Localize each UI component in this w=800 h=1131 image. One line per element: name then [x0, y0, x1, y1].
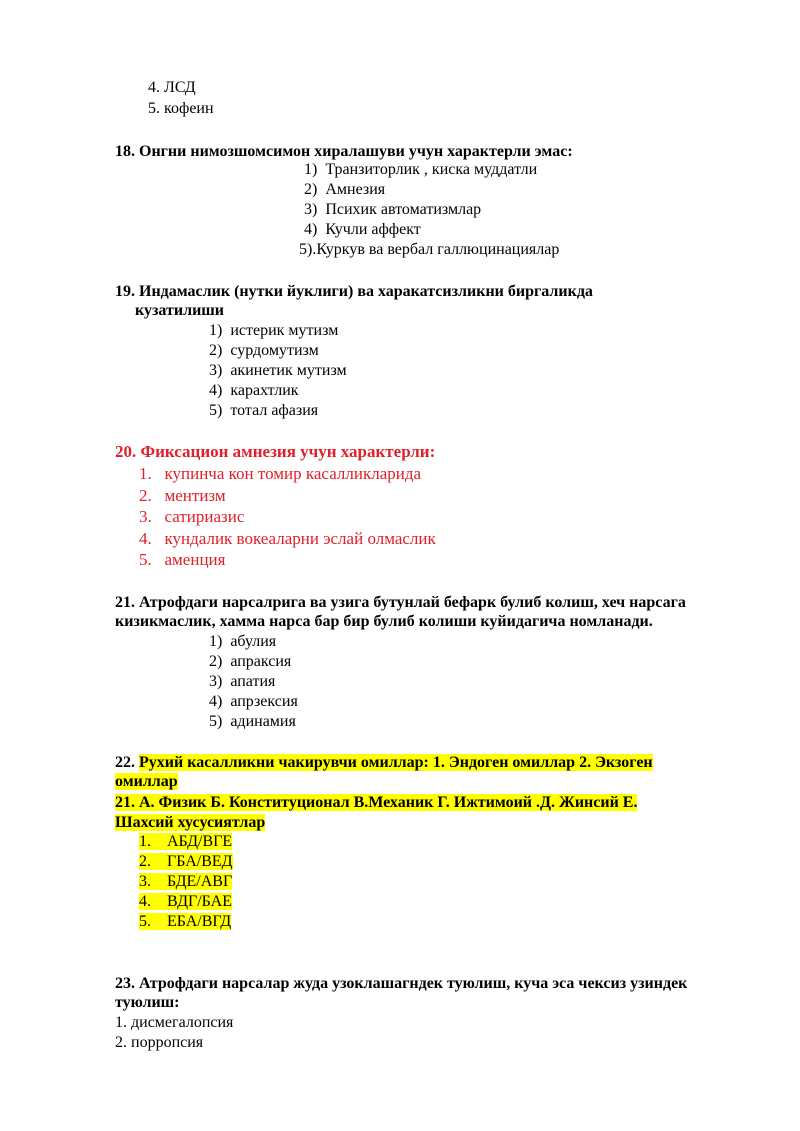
option-text: купинча кон томир касалликларида	[164, 464, 422, 483]
option-item	[304, 160, 537, 180]
option-item: 2. порропсия	[115, 1034, 204, 1051]
option-number: 4)	[209, 693, 223, 710]
option-text: аменция	[164, 550, 226, 569]
option-number: 2)	[304, 181, 318, 198]
question-22-title-cont	[115, 772, 178, 792]
option-item	[209, 341, 319, 361]
option-number: 2.	[139, 486, 152, 505]
option-item	[209, 381, 299, 401]
option-number: 3.	[139, 873, 151, 890]
option-number: 1)	[304, 161, 318, 178]
option-text: Амнезия	[325, 181, 386, 198]
option-text: Кучли аффект	[325, 221, 421, 238]
question-22-highlighted-text: Рухий касалликни чакирувчи омиллар: 1. Эндоген омиллар 2. Экзоген	[139, 754, 653, 771]
option-text: истерик мутизм	[230, 322, 339, 339]
option-item	[139, 832, 232, 852]
option-text: ГБА/ВЕД	[167, 853, 233, 870]
option-item	[139, 852, 233, 872]
option-item	[209, 712, 296, 732]
option-text: ЕБА/ВГД	[167, 913, 232, 930]
question-22-subline-cont	[115, 813, 265, 833]
option-number: 5)	[209, 402, 223, 419]
question-22-number: 22.	[115, 754, 135, 771]
question-21-title: 21. Атрофдаги нарсалрига ва узига бутунлай бефарк булиб колиш, хеч нарсага	[115, 594, 686, 611]
option-item	[304, 220, 421, 240]
option-text: апраксия	[230, 653, 292, 670]
option-number: 2)	[209, 342, 223, 359]
option-item	[304, 180, 385, 200]
option-item	[139, 464, 421, 484]
question-23-title-cont: туюлиш:	[115, 994, 180, 1011]
option-item	[299, 240, 559, 260]
option-number: 4.	[139, 893, 151, 910]
option-item	[209, 361, 347, 381]
option-number: 1.	[139, 833, 151, 850]
option-text: апатия	[230, 673, 276, 690]
question-19-title: 19. Индамаслик (нутки йуклиги) ва харакатсизликни биргаликда	[115, 283, 593, 300]
option-text: кундалик вокеаларни эслай олмаслик	[164, 529, 436, 548]
option-item	[209, 321, 338, 341]
option-number: 3)	[304, 201, 318, 218]
option-number: 2.	[139, 853, 151, 870]
option-text: ВДГ/БАЕ	[167, 893, 232, 910]
option-text: акинетик мутизм	[230, 362, 347, 379]
option-item	[209, 632, 276, 652]
option-text: ментизм	[164, 486, 226, 505]
option-number: 1)	[209, 322, 223, 339]
question-23-title: 23. Атрофдаги нарсалар жуда узоклашагндек туюлиш, куча эса чексиз узиндек	[115, 975, 688, 992]
option-item: 1. дисмегалопсия	[115, 1014, 234, 1031]
option-number: 5.	[139, 550, 152, 569]
option-highlight	[139, 873, 232, 890]
option-text: апрзексия	[230, 693, 298, 710]
option-item	[139, 872, 232, 892]
option-number: 4)	[304, 221, 318, 238]
option-item	[139, 892, 232, 912]
option-number: 3.	[139, 507, 152, 526]
question-20-title: 20. Фиксацион амнезия учун характерли:	[115, 442, 436, 461]
option-item	[139, 912, 231, 932]
option-number: 1)	[209, 633, 223, 650]
option-number: 1.	[139, 464, 152, 483]
list-item: 5. кофеин	[148, 100, 214, 117]
option-text: тотал афазия	[230, 402, 319, 419]
option-number: 5).	[299, 241, 317, 258]
option-number: 3)	[209, 673, 223, 690]
option-item	[209, 692, 298, 712]
option-item	[209, 672, 275, 692]
option-item	[209, 401, 318, 421]
option-number: 4.	[139, 529, 152, 548]
option-number: 5)	[209, 713, 223, 730]
option-highlight	[139, 893, 232, 910]
option-text: Куркув ва вербал галлюцинациялар	[316, 241, 560, 258]
question-19-title-cont: кузатилиши	[135, 302, 225, 319]
question-22-subline	[115, 793, 637, 813]
question-21-title-cont: кизикмаслик, хамма нарса бар бир булиб колиши куйидагича номланади.	[115, 613, 653, 630]
option-text: сурдомутизм	[230, 342, 319, 359]
option-item	[139, 507, 244, 527]
option-number: 4)	[209, 382, 223, 399]
option-item	[139, 529, 436, 549]
option-text: адинамия	[230, 713, 296, 730]
option-text: карахтлик	[230, 382, 299, 399]
option-number: 2)	[209, 653, 223, 670]
option-text: Транзиторлик , киска муддатли	[325, 161, 538, 178]
question-18-title: 18. Онгни нимозшомсимон хиралашуви учун характерли эмас:	[115, 143, 573, 160]
question-22-title	[115, 753, 653, 773]
option-item	[139, 486, 226, 506]
option-highlight	[139, 853, 233, 870]
option-item	[304, 200, 481, 220]
option-item	[209, 652, 291, 672]
option-text: Психик автоматизмлар	[325, 201, 482, 218]
option-text: сатириазис	[164, 507, 245, 526]
option-item	[139, 550, 225, 570]
question-22-highlighted-text: 21. А. Физик Б. Конституционал В.Механик Г. Ижтимоий .Д. Жинсий Е.	[115, 794, 638, 811]
option-highlight	[139, 913, 231, 930]
option-number: 3)	[209, 362, 223, 379]
question-22-highlighted-text: Шахсий хусусиятлар	[115, 814, 266, 831]
option-number: 5.	[139, 913, 151, 930]
option-text: абулия	[230, 633, 277, 650]
option-highlight	[139, 833, 232, 850]
list-item: 4. ЛСД	[148, 79, 196, 96]
option-text: АБД/ВГЕ	[167, 833, 233, 850]
option-text: БДЕ/АВГ	[167, 873, 233, 890]
question-22-highlighted-text: омиллар	[115, 773, 178, 790]
